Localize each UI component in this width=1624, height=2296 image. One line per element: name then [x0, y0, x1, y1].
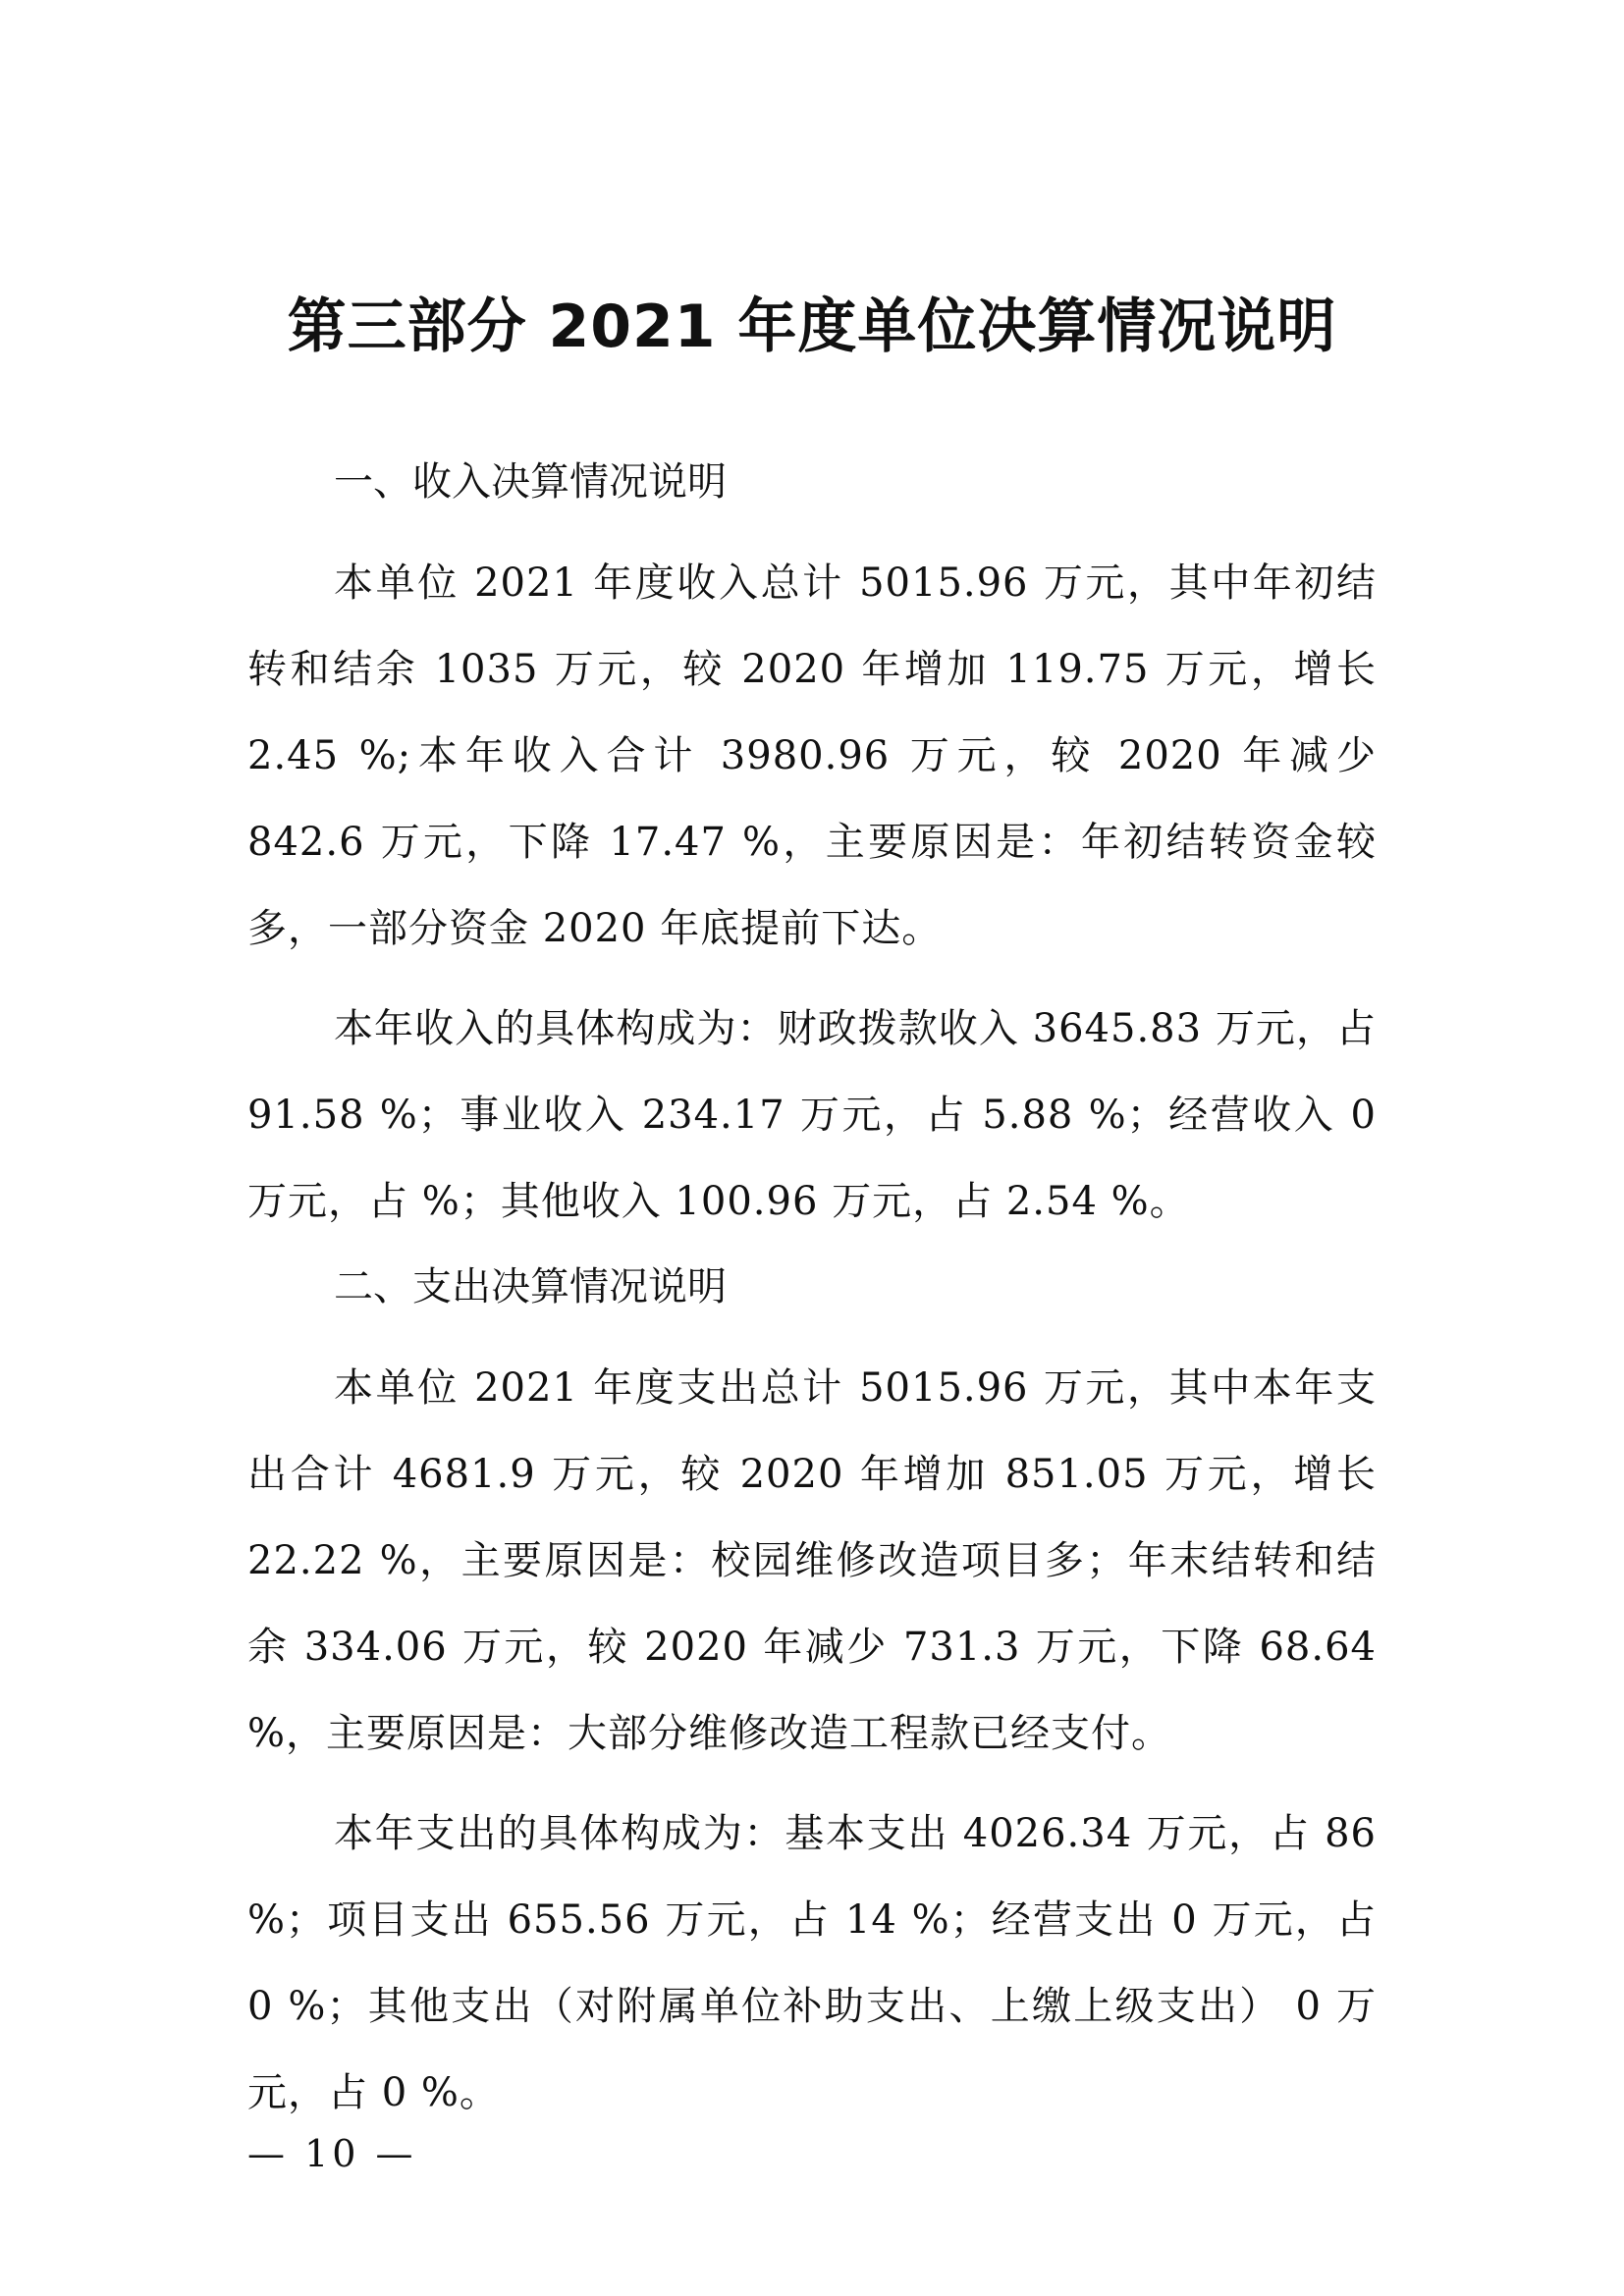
section-heading-expenditure: 二、支出决算情况说明 [334, 1264, 727, 1309]
section-heading-income: 一、收入决算情况说明 [334, 459, 727, 505]
income-summary-paragraph: 本单位 2021 年度收入总计 5015.96 万元，其中年初结转和结余 1035 万元，较 2020 年增加 119.75 万元，增长 2.45 %;本年收入合计 3980.96 万元，较 2020 年减少 842.6 万元，下降 17.47 %，主要原因是：年初结转资金较多，一部分资金 2020 年底提前下达。 [247, 561, 1377, 951]
income-composition-paragraph: 本年收入的具体构成为：财政拨款收入 3645.83 万元，占 91.58 %；事业收入 234.17 万元，占 5.88 %；经营收入 0 万元，占 %；其他收入 100.96 万元，占 2.54 %。 [247, 1006, 1377, 1224]
expenditure-section [247, 1258, 1377, 2136]
expenditure-composition-paragraph: 本年支出的具体构成为：基本支出 4026.34 万元，占 86 %；项目支出 655.56 万元，占 14 %；经营支出 0 万元，占 0 %；其他支出（对附属单位补助支出、上缴上级支出） 0 万元，占 0 %。 [247, 1811, 1377, 2115]
expenditure-summary-paragraph: 本单位 2021 年度支出总计 5015.96 万元，其中本年支出合计 4681.9 万元，较 2020 年增加 851.05 万元，增长 22.22 %，主要原因是：校园维修改造项目多；年末结转和结余 334.06 万元，较 2020 年减少 731.3 万元，下降 68.64 %，主要原因是：大部分维修改造工程款已经支付。 [247, 1365, 1377, 1756]
page-title: 第三部分 2021 年度单位决算情况说明 [287, 293, 1337, 361]
page-number: — 10 — [247, 2132, 417, 2175]
income-section [247, 454, 1377, 1245]
document-body [247, 454, 1377, 2140]
